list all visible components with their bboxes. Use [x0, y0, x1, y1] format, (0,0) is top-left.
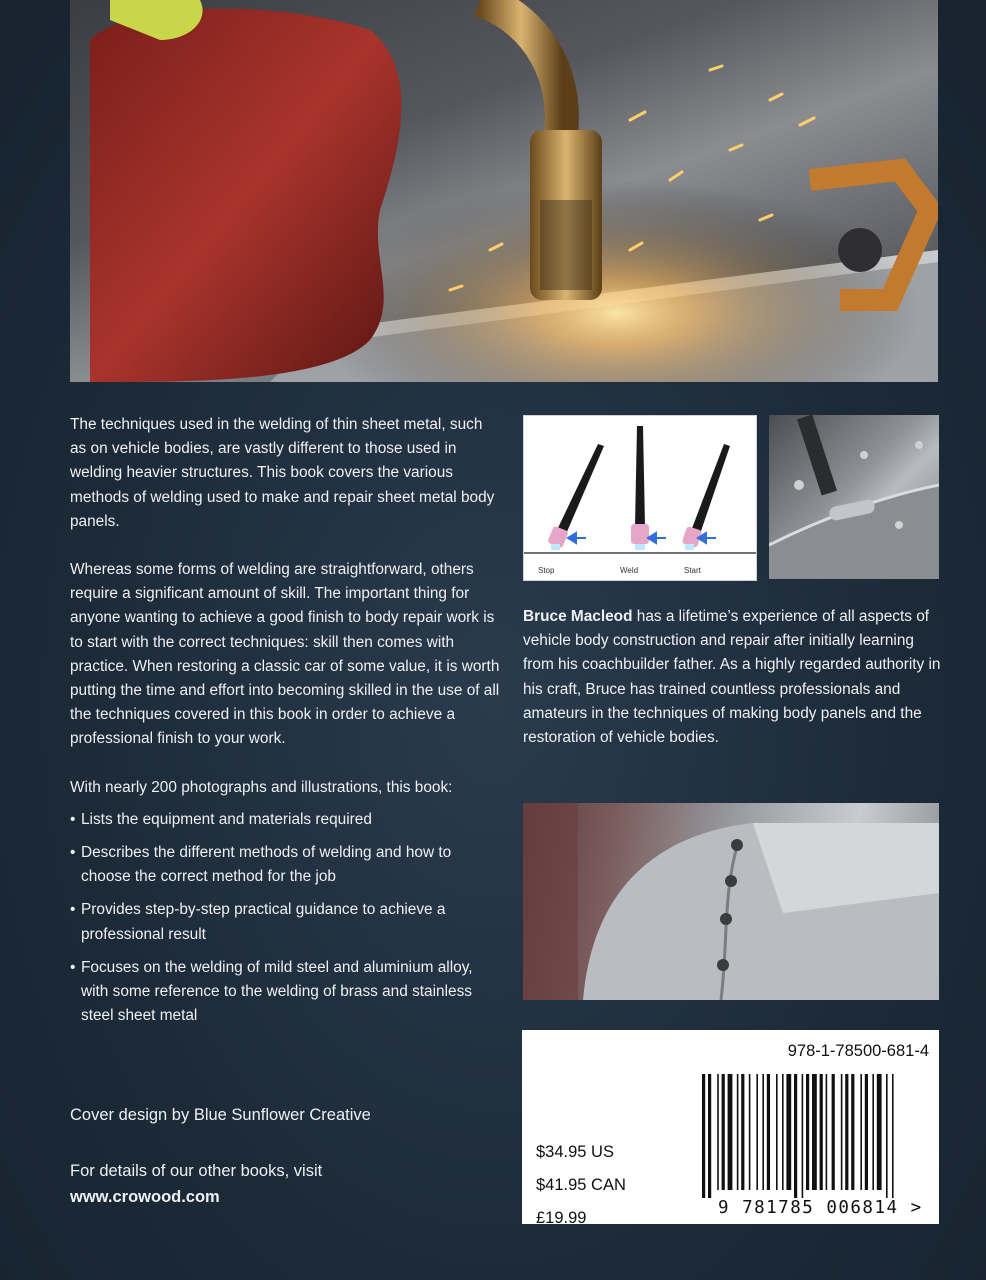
author-name: Bruce Macleod: [523, 608, 633, 625]
barcode-bar: [865, 1074, 868, 1190]
barcode-bar: [812, 1074, 817, 1190]
barcode-bar: [762, 1074, 764, 1190]
barcode-bar: [826, 1074, 828, 1190]
list-item: • Lists the equipment and materials required: [70, 808, 502, 832]
barcode-bar: [820, 1074, 823, 1190]
barcode-bar: [845, 1074, 848, 1190]
weld-seam-photo: [769, 415, 939, 579]
barcode-bar: [794, 1074, 797, 1198]
label-stop: Stop: [538, 566, 555, 575]
barcode-bar: [749, 1074, 751, 1190]
barcode-bar: [737, 1074, 739, 1190]
barcode-panel: [522, 1030, 939, 1227]
feature-list: [70, 808, 502, 1029]
barcode-bar: [841, 1074, 843, 1190]
barcode-bar: [728, 1074, 733, 1190]
barcode-bar: [877, 1074, 882, 1190]
author-bio-text: has a lifetime’s experience of all aspects of vehicle body construction and repair after initially learning from his coachbuilder father. As a highly regarded authority in his craft, Bruce has trained countless professionals and amateurs in the techniques of making body panels and the restoration of vehicle bodies.: [523, 608, 941, 747]
weld-seam-illustration: [769, 415, 939, 579]
welding-photo-illustration: [70, 0, 938, 382]
barcode-bar: [741, 1074, 744, 1190]
arrow-head-icon: [648, 533, 656, 543]
details-line: For details of our other books, visit: [70, 1162, 323, 1180]
list-item: • Describes the different methods of welding and how to choose the correct method for the job: [70, 841, 502, 889]
body-panel-photo: [523, 803, 939, 1000]
torch-weld-icon: [631, 426, 649, 550]
barcode-bar: [806, 1074, 809, 1190]
barcode-bar: [786, 1074, 791, 1190]
author-bio: [523, 605, 943, 750]
barcode-bar: [767, 1074, 770, 1190]
publisher-website: www.crowood.com: [70, 1188, 220, 1206]
barcode-bar: [708, 1074, 711, 1198]
barcode-bar: [722, 1074, 725, 1190]
barcode-bar: [892, 1074, 894, 1198]
body-panel-illustration: [523, 803, 939, 1000]
intro-paragraph-1: The techniques used in the welding of thin sheet metal, such as on vehicle bodies, are vastly different to those used in welding heavier structures. This book covers the various methods of welding used to make and repair sheet metal body panels.: [70, 416, 495, 530]
publisher-details: [70, 1158, 322, 1210]
label-start: Start: [684, 566, 701, 575]
list-item: • Focuses on the welding of mild steel and aluminium alloy, with some reference to the welding of brass and stainless steel sheet metal: [70, 956, 502, 1029]
torch-diagram: [524, 416, 756, 580]
intro-paragraph-2: Whereas some forms of welding are straightforward, others require a significant amount of skill. The important thing for anyone wanting to achieve a good finish to body repair work is to start with the correct techniques: skill then comes with practice. When restoring a classic car of some value, it is worth putting the time and effort into becoming skilled in the use of all the techniques covered in this book in order to achieve a professional finish to your work.: [70, 561, 500, 748]
list-item: • Provides step-by-step practical guidance to achieve a professional result: [70, 898, 502, 946]
barcode-bar: [776, 1074, 778, 1190]
barcode-bar: [860, 1074, 862, 1190]
barcode-bar: [782, 1074, 784, 1190]
cover-design-credit: Cover design by Blue Sunflower Creative: [70, 1106, 371, 1124]
price-uk: £19.99: [536, 1209, 587, 1227]
barcode-bar: [802, 1074, 804, 1198]
list-intro: With nearly 200 photographs and illustrations, this book:: [70, 778, 453, 796]
price-list: [536, 1136, 626, 1235]
barcode-bar: [872, 1074, 874, 1190]
barcode-bar: [756, 1074, 758, 1190]
isbn-number: 978-1-78500-681-4: [787, 1042, 929, 1060]
description-column: [70, 413, 502, 1037]
welding-photo-hero: [70, 0, 938, 382]
barcode-graphic: [702, 1074, 927, 1198]
price-can: $41.95 CAN: [536, 1176, 626, 1194]
barcode-bar: [702, 1074, 705, 1198]
barcode-bar: [851, 1074, 854, 1190]
arrow-head-icon: [568, 533, 576, 543]
barcode-bar: [832, 1074, 835, 1190]
barcode-bar: [886, 1074, 888, 1198]
barcode-bar: [717, 1074, 719, 1190]
torch-angle-illustration: [523, 415, 757, 581]
label-weld: Weld: [620, 566, 639, 575]
barcode-digits: 9 781785 006814 >: [718, 1198, 923, 1218]
price-us: $34.95 US: [536, 1143, 614, 1161]
